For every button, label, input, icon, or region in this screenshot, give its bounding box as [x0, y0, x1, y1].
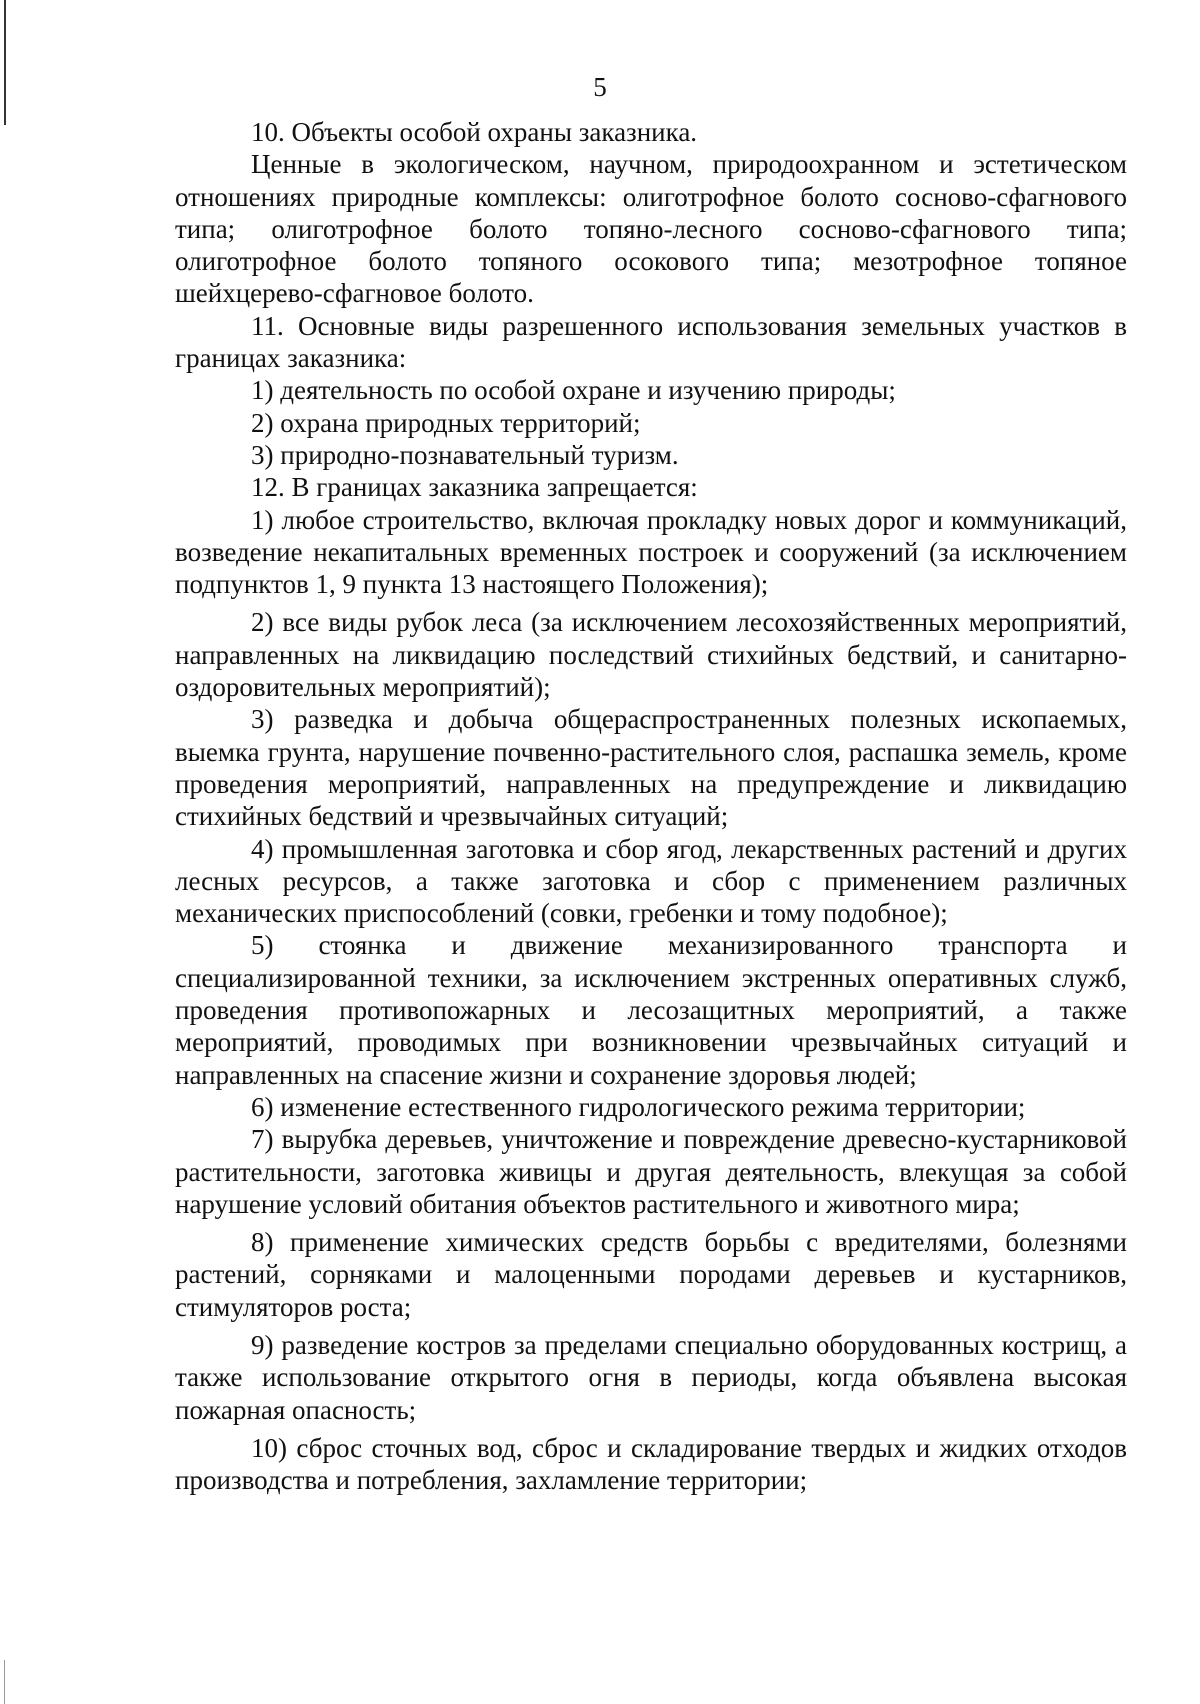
scan-edge-mark — [4, 0, 6, 125]
list-item-12-9: 9) разведение костров за пределами специально оборудованных кострищ, а также использование открытого огня в периоды, когда объявлена высокая пожарная опасность; — [175, 1329, 1127, 1425]
document-body — [175, 116, 1127, 1496]
page-number: 5 — [593, 72, 607, 102]
list-item-12-4: 4) промышленная заготовка и сбор ягод, лекарственных растений и других лесных ресурсов, а также заготовка и сбор с применением различных механических приспособлений (совки, гребенки и тому подобное); — [175, 833, 1127, 929]
list-item-12-5: 5) стоянка и движение механизированного транспорта и специализированной техники, за исключением экстренных оперативных служб, проведения противопожарных и лесозащитных мероприятий, а также мероприятий, проводимых при возникновении чрезвычайных ситуаций и направленных на спасение жизни и сохранение здоровья людей; — [175, 930, 1127, 1090]
list-item-11-3: 3) природно-познавательный туризм. — [251, 439, 679, 470]
list-item-12-10: 10) сброс сточных вод, сброс и складирование твердых и жидких отходов производства и потребления, захламление территории; — [175, 1432, 1127, 1496]
list-item-12-2: 2) все виды рубок леса (за исключением лесохозяйственных мероприятий, направленных на ликвидацию последствий стихийных бедствий, и санитарно-оздоровительных мероприятий); — [175, 607, 1127, 703]
list-item-11-1: 1) деятельность по особой охране и изучению природы; — [251, 375, 896, 406]
list-item-11-2: 2) охрана природных территорий; — [251, 407, 641, 438]
list-item-12-1: 1) любое строительство, включая прокладку новых дорог и коммуникаций, возведение некапитальных временных построек и сооружений (за исключением подпунктов 1, 9 пункта 13 настоящего Положения); — [175, 504, 1127, 600]
scan-edge-mark-lower — [4, 1660, 5, 1704]
paragraph-section-12-heading: 12. В границах заказника запрещается: — [251, 472, 698, 503]
list-item-12-3: 3) разведка и добыча общераспространенных полезных ископаемых, выемка грунта, нарушение почвенно-растительного слоя, распашка земель, кроме проведения мероприятий, направленных на предупреждение и ликвидацию стихийных бедствий и чрезвычайных ситуаций; — [175, 704, 1127, 832]
list-item-12-7: 7) вырубка деревьев, уничтожение и повреждение древесно-кустарниковой растительности, заготовка живицы и другая деятельность, влекущая за собой нарушение условий обитания объектов растительного и животного мира; — [175, 1124, 1127, 1219]
paragraph-section-11-heading: 11. Основные виды разрешенного использования земельных участков в границах заказника: — [175, 310, 1127, 374]
list-item-12-6: 6) изменение естественного гидрологического режима территории; — [251, 1091, 1026, 1122]
list-item-12-8: 8) применение химических средств борьбы с вредителями, болезнями растений, сорняками и малоценными породами деревьев и кустарников, стимуляторов роста; — [175, 1227, 1127, 1322]
paragraph-protected-objects: Ценные в экологическом, научном, природоохранном и эстетическом отношениях природные комплексы: олиготрофное болото сосново-сфагнового типа; олиготрофное болото топяно-лесного сосново-сфагнового типа; олиготрофное болото топяного осокового типа; мезотрофное топяное шейхцерево-сфагновое болото. — [175, 149, 1127, 309]
paragraph-section-10-heading: 10. Объекты особой охраны заказника. — [251, 117, 698, 147]
